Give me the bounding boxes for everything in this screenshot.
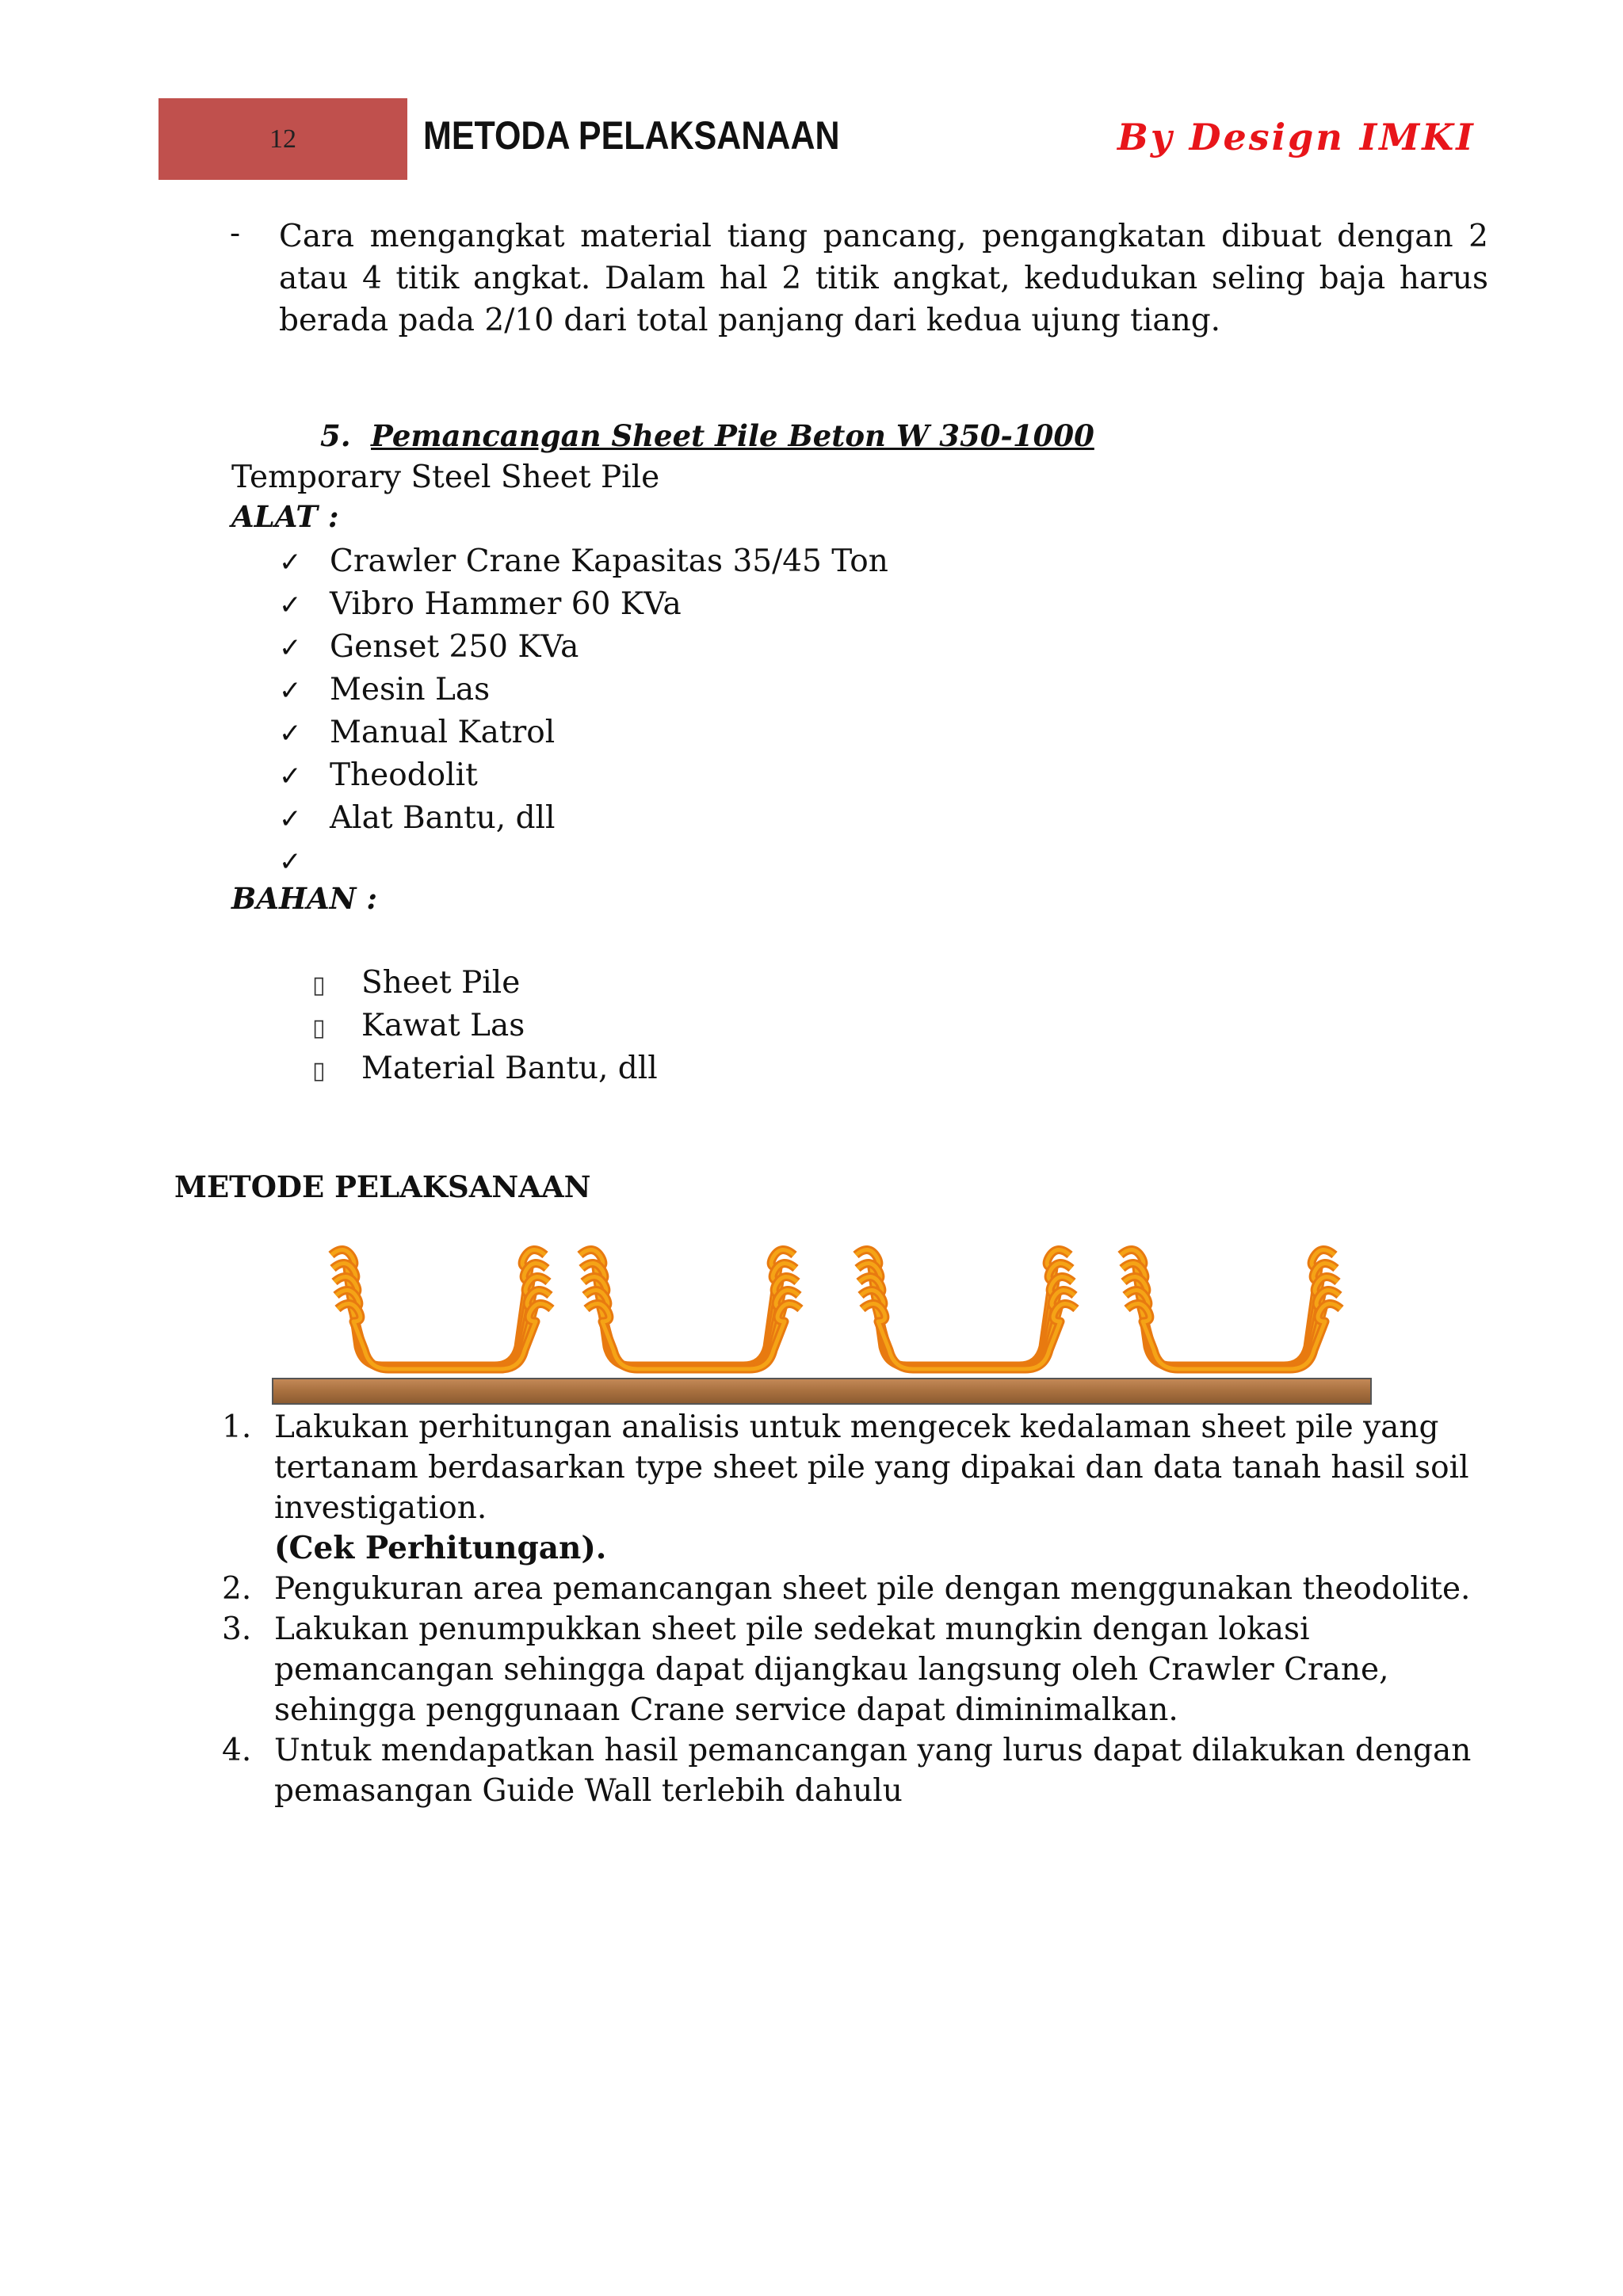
- step-text: Lakukan perhitungan analisis untuk mengecek kedalaman sheet pile yang tertanam berdasarkan type sheet pile yang dipakai dan data tanah hasil soil investigation.: [274, 1409, 1469, 1526]
- pile-stack: [1121, 1249, 1341, 1369]
- step-note: (Cek Perhitungan).: [274, 1530, 607, 1566]
- bahan-item-label: Sheet Pile: [361, 965, 521, 1001]
- list-item: [279, 797, 888, 840]
- alat-label: ALAT :: [231, 499, 339, 534]
- pile-stack: [580, 1249, 800, 1369]
- pile-stack: [856, 1249, 1076, 1369]
- list-item: [279, 669, 888, 711]
- brand-signature: By Design IMKI: [1117, 116, 1476, 158]
- ground-base: [273, 1379, 1371, 1404]
- bahan-item-label: Kawat Las: [361, 1008, 525, 1043]
- alat-item-label: Crawler Crane Kapasitas 35/45 Ton: [330, 543, 888, 579]
- checkmark-icon: ✓: [279, 547, 302, 578]
- checkmark-icon: ✓: [279, 803, 302, 835]
- bahan-label: BAHAN :: [231, 881, 378, 916]
- alat-item-label: Alat Bantu, dll: [330, 800, 556, 836]
- page-number: 12: [269, 124, 296, 154]
- section-heading: [320, 418, 1094, 453]
- step-item: [222, 1569, 1522, 1609]
- alat-item-label: Theodolit: [330, 757, 478, 793]
- bahan-item-label: Material Bantu, dll: [361, 1051, 658, 1086]
- pile-stack: [331, 1249, 552, 1369]
- step-number: 3.: [222, 1611, 252, 1647]
- section-number: 5.: [320, 418, 351, 453]
- list-item: [312, 962, 658, 1005]
- alat-item-label: Vibro Hammer 60 KVa: [330, 586, 682, 622]
- intro-bullet: -: [230, 215, 241, 251]
- alat-item-label: Genset 250 KVa: [330, 629, 579, 665]
- section-subtitle: Temporary Steel Sheet Pile: [231, 460, 660, 495]
- method-steps: [222, 1407, 1522, 1811]
- checkmark-icon: ✓: [279, 846, 302, 878]
- step-text: Untuk mendapatkan hasil pemancangan yang lurus dapat dilakukan dengan pemasangan Guide Wall terlebih dahulu: [274, 1733, 1472, 1809]
- metode-heading: METODE PELAKSANAAN: [174, 1169, 591, 1204]
- alat-item-label: Mesin Las: [330, 672, 491, 707]
- step-item: [222, 1609, 1522, 1730]
- list-item: [279, 754, 888, 797]
- missing-glyph-icon: ▯: [312, 1014, 326, 1042]
- document-title: METODA PELAKSANAAN: [423, 113, 840, 158]
- page-number-box: [158, 98, 407, 180]
- list-item: [279, 840, 888, 883]
- checkmark-icon: ✓: [279, 675, 302, 707]
- alat-list: [279, 540, 888, 883]
- step-number: 2.: [222, 1571, 252, 1607]
- bahan-list: [312, 962, 658, 1090]
- missing-glyph-icon: ▯: [312, 971, 326, 999]
- step-number: 1.: [222, 1409, 252, 1445]
- step-number: 4.: [222, 1733, 252, 1768]
- checkmark-icon: ✓: [279, 632, 302, 664]
- intro-paragraph: Cara mengangkat material tiang pancang, pengangkatan dibuat dengan 2 atau 4 titik angkat. Dalam hal 2 titik angkat, kedudukan seling baja harus berada pada 2/10 dari total panjang dari kedua ujung tiang.: [279, 219, 1488, 338]
- missing-glyph-icon: ▯: [312, 1057, 326, 1085]
- sheet-pile-stack-illustration: [269, 1241, 1379, 1413]
- step-text: Lakukan penumpukkan sheet pile sedekat mungkin dengan lokasi pemancangan sehingga dapat dijangkau langsung oleh Crawler Crane, sehingga penggunaan Crane service dapat diminimalkan.: [274, 1611, 1389, 1728]
- step-text: Pengukuran area pemancangan sheet pile dengan menggunakan theodolite.: [274, 1571, 1471, 1607]
- list-item: [279, 583, 888, 626]
- checkmark-icon: ✓: [279, 718, 302, 749]
- list-item: [279, 540, 888, 583]
- step-item: [222, 1407, 1522, 1569]
- list-item: [312, 1047, 658, 1090]
- checkmark-icon: ✓: [279, 589, 302, 621]
- checkmark-icon: ✓: [279, 761, 302, 792]
- list-item: [279, 626, 888, 669]
- list-item: [279, 711, 888, 754]
- step-item: [222, 1730, 1522, 1811]
- list-item: [312, 1005, 658, 1047]
- alat-item-label: Manual Katrol: [330, 715, 556, 750]
- section-title: Pemancangan Sheet Pile Beton W 350-1000: [371, 418, 1094, 453]
